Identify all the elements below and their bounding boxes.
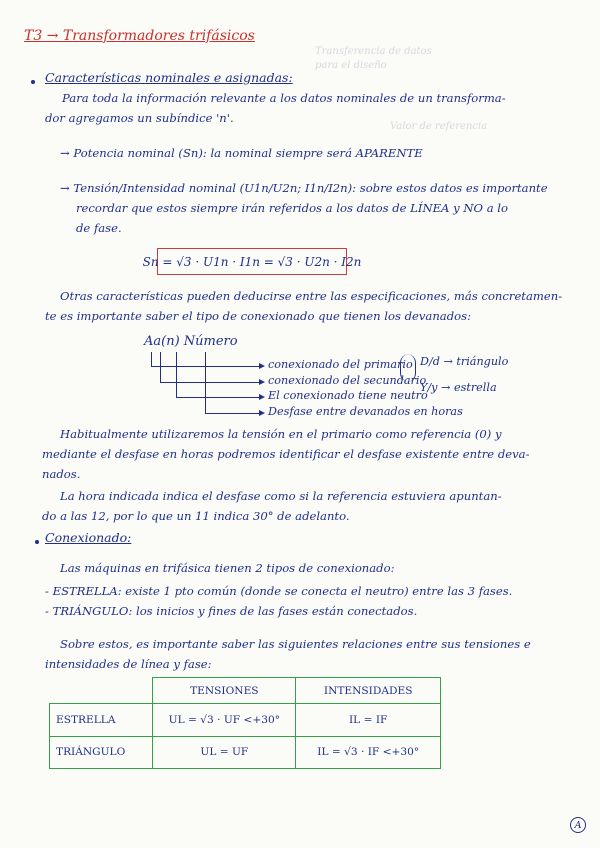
nominal-voltage-line-2: recordar que estos siempre irán referidos a los datos de LÍNEA y NO a lo (76, 201, 508, 215)
phase-line-3: nados. (42, 467, 81, 481)
star-current-relation: IL = IF (296, 704, 441, 736)
table-header-row (50, 678, 441, 704)
code-item-phase-shift: Desfase entre devanados en horas (268, 405, 463, 418)
page-title: T3 → Transformadores trifásicos (24, 28, 255, 44)
connection-code: Aa(n) Número (144, 334, 238, 349)
nominal-power-line: → Potencia nominal (Sn): la nominal siempre será APARENTE (60, 146, 423, 160)
nominal-voltage-line-3: de fase. (76, 221, 122, 235)
table-empty-cell (50, 678, 153, 704)
nominal-intro-line-2: dor agregamos un subíndice 'n'. (45, 111, 234, 125)
relations-line-2: intensidades de línea y fase: (45, 657, 212, 671)
page-number: A (570, 817, 586, 833)
connection-heading: Conexionado: (45, 530, 132, 545)
header-currents: INTENSIDADES (296, 678, 441, 704)
triangle-voltage-relation: UL = UF (153, 736, 296, 768)
code-item-primary: conexionado del primario (268, 358, 413, 371)
phase-line-5: do a las 12, por lo que un 11 indica 30° de adelanto. (42, 509, 350, 523)
relations-line-1: Sobre estos, es importante saber las siguientes relaciones entre sus tensiones e (60, 637, 531, 651)
header-voltages: TENSIONES (153, 678, 296, 704)
triangle-row-label: TRIÁNGULO (50, 736, 153, 768)
star-description: - ESTRELLA: existe 1 pto común (donde se conecta el neutro) entre las 3 fases. (45, 584, 513, 598)
star-row-label: ESTRELLA (50, 704, 153, 736)
connection-intro: Las máquinas en trifásica tienen 2 tipos de conexionado: (60, 561, 395, 575)
relations-table (49, 677, 441, 769)
nominal-voltage-line-1: → Tensión/Intensidad nominal (U1n/U2n; I1n/I2n): sobre estos datos es importante (60, 181, 548, 195)
connector-phase-shift (205, 352, 260, 414)
phase-line-1: Habitualmente utilizaremos la tensión en el primario como referencia (0) y (60, 427, 502, 441)
triangle-description: - TRIÁNGULO: los inicios y fines de las fases están conectados. (45, 604, 418, 618)
bullet-icon-2 (35, 540, 39, 544)
bleedthrough-text: Transferencia de datos para el diseño (315, 46, 432, 71)
triangle-current-relation: IL = √3 · IF <+30° (296, 736, 441, 768)
specs-line-2: te es importante saber el tipo de conexionado que tienen los devanados: (45, 309, 471, 323)
nominal-heading: Características nominales e asignadas: (45, 70, 293, 85)
nominal-intro-line-1: Para toda la información relevante a los datos nominales de un transforma- (62, 91, 506, 105)
nominal-power-formula: Sn = √3 · U1n · I1n = √3 · U2n · I2n (157, 248, 347, 275)
bleedthrough-text-2: Valor de referencia (390, 121, 488, 132)
arrow-phase-shift-icon (259, 410, 265, 416)
table-row (50, 736, 441, 768)
code-item-neutral: El conexionado tiene neutro (268, 389, 428, 402)
specs-line-1: Otras características pueden deducirse entre las especificaciones, más concretamen- (60, 289, 563, 303)
star-connection-label: Y/y → estrella (420, 381, 497, 394)
phase-line-2: mediante el desfase en horas podremos identificar el desfase existente entre deva- (42, 447, 530, 461)
bullet-icon (31, 80, 35, 84)
phase-line-4: La hora indicada indica el desfase como si la referencia estuviera apuntan- (60, 489, 502, 503)
table-row (50, 704, 441, 736)
star-voltage-relation: UL = √3 · UF <+30° (153, 704, 296, 736)
triangle-connection-label: D/d → triángulo (420, 355, 509, 368)
code-item-secondary: conexionado del secundario (268, 374, 427, 387)
